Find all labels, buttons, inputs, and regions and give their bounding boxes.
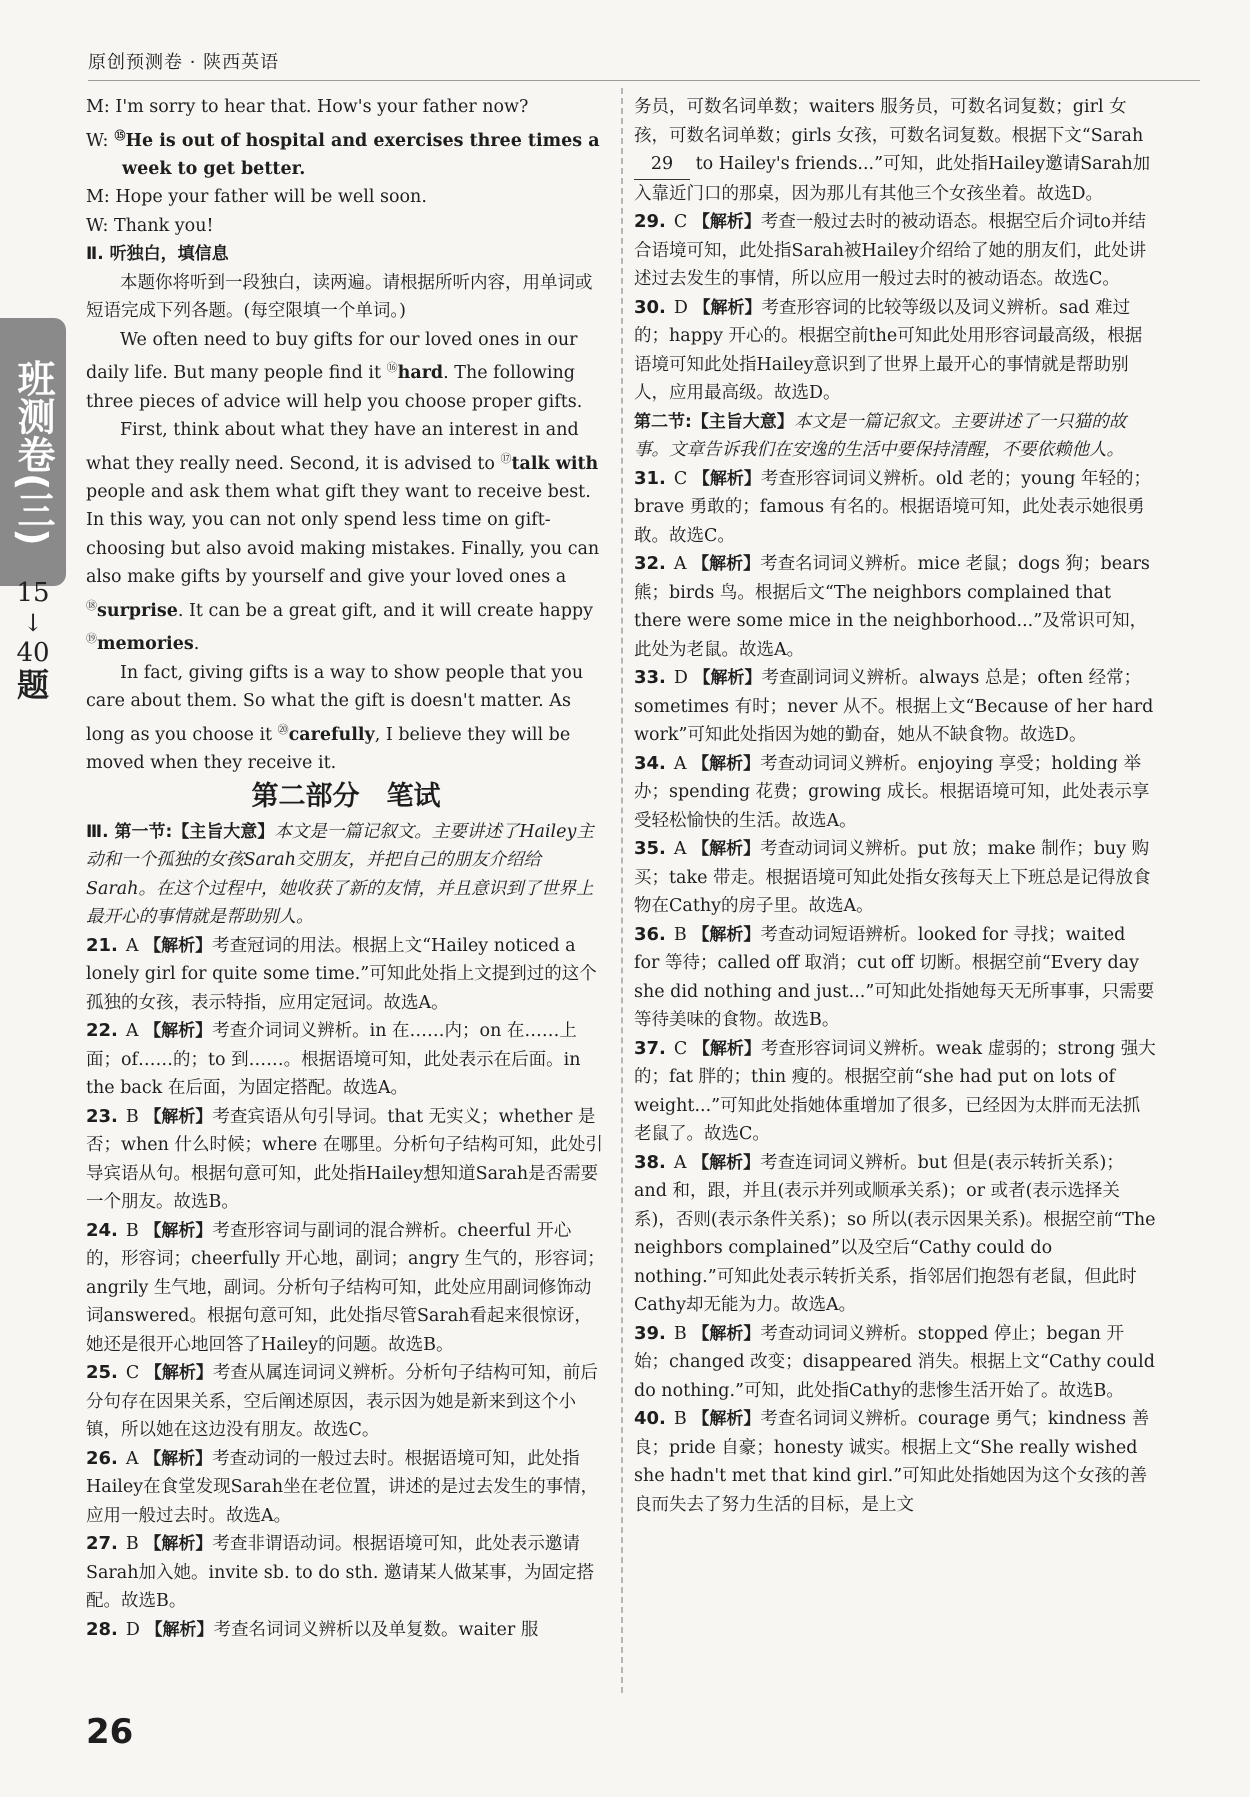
analysis-tag: 【解析】: [144, 1106, 213, 1127]
dialogue-line: M: I'm sorry to hear that. How's your father now?: [86, 97, 529, 117]
gist: 第二节:【主旨大意】本文是一篇记叙文。主要讲述了一只猫的故事。文章告诉我们在安逸的生活中要保持清醒，不要依赖他人。: [634, 411, 1127, 460]
page-number: 26: [86, 1712, 134, 1752]
analysis-tag: 【解析】: [692, 554, 761, 574]
header-rule: [88, 80, 1200, 81]
answer-number: 21.: [86, 934, 118, 956]
answer-item: [86, 1217, 606, 1360]
analysis-tag: 【解析】: [144, 1220, 213, 1241]
side-range: [0, 578, 66, 704]
answer-17: talk with: [511, 453, 599, 474]
answer-choice: B: [125, 1534, 139, 1555]
answer-text: 考查冠词的用法。根据上文“Hailey noticed a lonely girl for quite some time.”可知此处指上文提到过的这个孤独的女孩，表示特指，应用定冠词。故选A。: [86, 935, 597, 1013]
answer-text: 考查介词词义辨析。in 在……内；on 在……上面；of……的；to 到……。根据语境可知，此处表示在后面。in the back 在后面，为固定搭配。故选A。: [86, 1021, 581, 1099]
answer-number: 24.: [86, 1219, 118, 1241]
answer-number: 29.: [634, 211, 666, 232]
answer-19: memories: [97, 634, 194, 655]
analysis-tag: 【解析】: [692, 1152, 761, 1173]
answer-number: 33.: [634, 667, 666, 688]
page-header: 原创预测卷 · 陕西英语: [88, 52, 280, 73]
answer-choice: A: [125, 1021, 139, 1042]
analysis-tag: 【解析】: [692, 468, 761, 489]
answer-list: [634, 465, 1156, 1520]
answer-text: 考查名词词义辨析。mice 老鼠；dogs 狗；bears 熊；birds 鸟。根据后文“The neighbors complained that there were some mice in the neighborhood...”及常识可知，此处为老鼠。故选A。: [634, 554, 1150, 660]
answer-text: 考查形容词词义辨析。old 老的；young 年轻的；brave 勇敢的；famous 有名的。根据语境可知，此处表示她很勇敢。故选C。: [634, 468, 1151, 546]
left-column: [86, 93, 606, 1644]
answer-number: 27.: [86, 1533, 118, 1555]
answer-text: 考查宾语从句引导词。that 无实义；whether 是否；when 什么时候；where 在哪里。分析句子结构可知，此处引导宾语从句。根据句意可知，此处指Hailey想知道Sarah是否需要一个朋友。故选B。: [86, 1106, 603, 1213]
answer-item: [86, 1445, 606, 1531]
answer-choice: A: [673, 554, 687, 574]
answer-choice: A: [125, 935, 139, 956]
answer-item: [86, 1359, 606, 1445]
analysis-tag: 【解析】: [144, 1534, 213, 1555]
answer-text: 考查动词词义辨析。put 放；make 制作；buy 购买；take 带走。根据语境可知此处指女孩每天上下班总是记得放食物在Cathy的房子里。故选A。: [634, 839, 1151, 916]
dialogue-line: M: Hope your father will be well soon.: [86, 187, 427, 208]
part-title: 第二部分 笔试: [251, 781, 441, 813]
answer-text: 考查动词短语辨析。looked for 寻找；waited for 等待；called off 取消；cut off 切断。根据空前“Every day she did nothing and just...”可知此处指她每天无所事事，只需要等待美味的食物。故选B。: [634, 924, 1155, 1030]
section-heading: Ⅱ. 听独白，填信息: [86, 244, 229, 265]
analysis-tag: 【解析】: [144, 1021, 213, 1042]
answer-choice: D: [673, 668, 688, 688]
answer-item: [634, 1035, 1156, 1149]
answer-20: carefully: [288, 724, 375, 745]
answer-text: 考查非谓语动词。根据语境可知，此处表示邀请Sarah加入她。invite sb. to do sth. 邀请某人做某事，为固定搭配。故选B。: [86, 1534, 594, 1612]
analysis-tag: 【解析】: [693, 668, 762, 688]
analysis-tag: 【解析】: [692, 212, 761, 232]
range-to: 40: [16, 638, 50, 668]
answer-text: 考查动词词义辨析。stopped 停止；began 开始；changed 改变；disappeared 消失。根据上文“Cathy could do nothing.”可知，此处指Cathy的悲惨生活开始了。故选B。: [634, 1323, 1155, 1401]
answer-choice: D: [125, 1619, 140, 1640]
gist: Ⅲ. 第一节:【主旨大意】本文是一篇记叙文。主要讲述了Hailey主动和一个孤独的女孩Sarah交朋友，并把自己的朋友介绍给Sarah。在这个过程中，她收获了新的友情，并且意识到了世界上最开心的事情就是帮助别人。: [86, 821, 594, 928]
blank-29: 29: [634, 150, 690, 180]
answer-text: 考查从属连词词义辨析。分析句子结构可知，前后分句存在因果关系，空后阐述原因，表示因为她是新来到这个小镇，所以她在这边没有朋友。故选C。: [86, 1363, 598, 1441]
answer-number: 22.: [86, 1020, 118, 1042]
answer-item: [634, 750, 1156, 836]
answer-text: 考查形容词的比较等级以及词义辨析。sad 难过的；happy 开心的。根据空前the可知此处用形容词最高级，根据语境可知此处指Hailey意识到了世界上最开心的事情就是帮助别人，应用最高级。故选D。: [634, 297, 1143, 403]
answer-choice: B: [125, 1220, 139, 1241]
answer-item: [634, 550, 1156, 664]
answer-item: [634, 835, 1156, 921]
answer-choice: C: [125, 1363, 140, 1384]
monologue-paragraph: First, think about what they have an interest in and what they really need. Second, it is advised to ⑰talk with people and ask them what gift they want to receive best. In this way, you can not only spend less time on gift-choosing but also avoid making mistakes. Finally, you can also make gifts by yourself and give your loved ones a ⑱surprise. It can be a great gift, and it will create happy ⑲memories.: [86, 420, 600, 655]
analysis-tag: 【解析】: [692, 1409, 761, 1429]
column-divider: [621, 88, 623, 1693]
answer-list: [634, 208, 1156, 408]
answer-item: [634, 1320, 1156, 1406]
analysis-tag: 【解析】: [145, 1619, 214, 1640]
analysis-tag: 【解析】: [692, 839, 761, 859]
answer-number: 28.: [86, 1618, 118, 1640]
answer-number: 34.: [634, 752, 666, 774]
answer-item: [634, 294, 1156, 408]
analysis-tag: 【解析】: [144, 1448, 213, 1469]
answer-item: [634, 208, 1156, 294]
answer-number: 26.: [86, 1447, 118, 1469]
answer-number: 32.: [634, 553, 666, 574]
answer-text: 考查形容词词义辨析。weak 虚弱的；strong 强大的；fat 胖的；thin 瘦的。根据空前“she had put on lots of weight...”可知此处指她体重增加了很多，已经因为太胖而无法抓老鼠了。故选C。: [634, 1038, 1156, 1144]
answer-item: [86, 1103, 606, 1217]
answer-choice: A: [125, 1448, 139, 1469]
side-tab: 班测卷(三): [0, 318, 66, 586]
answer-item: [634, 921, 1156, 1035]
analysis-tag: 【解析】: [144, 1363, 213, 1384]
analysis-tag: 【解析】: [144, 935, 213, 956]
answer-choice: A: [673, 1152, 687, 1173]
answer-number: 25.: [86, 1362, 118, 1384]
answer-item: [86, 1616, 606, 1645]
answer-choice: B: [673, 1409, 687, 1429]
answer-choice: C: [673, 468, 688, 489]
answer-list: [86, 932, 606, 1645]
answer-choice: A: [673, 753, 687, 774]
answer-item: [634, 1405, 1156, 1519]
answer-choice: C: [673, 1038, 688, 1059]
answer-text: 考查动词词义辨析。enjoying 享受；holding 举办；spending 花费；growing 成长。根据语境可知，此处表示享受轻松愉快的生活。故选A。: [634, 753, 1150, 831]
range-from: 15: [16, 578, 50, 608]
answer-choice: B: [125, 1106, 139, 1127]
monologue-paragraph: We often need to buy gifts for our loved ones in our daily life. But many people find it ⑯hard. The following three pieces of advice will help you choose proper gifts.: [86, 329, 583, 412]
answer-text: 考查形容词与副词的混合辨析。cheerful 开心的，形容词；cheerfully 开心地，副词；angry 生气的，形容词；angrily 生气地，副词。分析句子结构可知，此处应用副词修饰动词answered。根据句意可知，此处指尽管Sarah看起来很惊讶，她还是很开心地回答了Hailey的问题。故选B。: [86, 1220, 605, 1355]
answer-text: 考查名词词义辨析以及单复数。waiter 服: [213, 1619, 539, 1640]
analysis-tag: 【解析】: [692, 924, 761, 945]
right-column: [634, 93, 1156, 1519]
answer-text: 考查动词的一般过去时。根据语境可知，此处指Hailey在食堂发现Sarah坐在老位置，讲述的是过去发生的事情，应用一般过去时。故选A。: [86, 1448, 599, 1526]
analysis-tag: 【解析】: [693, 297, 762, 318]
instruction: 本题你将听到一段独白，读两遍。请根据所听内容，用单词或短语完成下列各题。(每空限填一个单词。): [86, 272, 593, 322]
answer-choice: C: [673, 212, 688, 232]
answer-continuation: 务员，可数名词单数；waiters 服务员，可数名词复数；girl 女孩，可数名词单数；girls 女孩，可数名词复数。根据下文“Sarah 29 to Hailey's friends...”可知，此处指Hailey邀请Sarah加入靠近门口的那桌，因为那儿有其他三个女孩坐着。故选D。: [634, 97, 1151, 204]
answer-text: 考查一般过去时的被动语态。根据空后介词to并结合语境可知，此处指Sarah被Hailey介绍给了她的朋友们，此处讲述过去发生的事情，所以应用一般过去时的被动语态。故选C。: [634, 212, 1147, 289]
answer-text: 考查连词词义辨析。but 但是(表示转折关系)；and 和，跟，并且(表示并列或顺承关系)；or 或者(表示选择关系)，否则(表示条件关系)；so 所以(表示因果关系)。根据空前“The neighbors complained”以及空后“Cathy could do nothing.”可知此处表示转折关系，指邻居们抱怨有老鼠，但此时Cathy却无能为力。故选A。: [634, 1152, 1156, 1315]
down-arrow-icon: ↓: [22, 609, 44, 637]
answer-item: [86, 932, 606, 1018]
range-suffix: 题: [16, 666, 49, 704]
analysis-tag: 【解析】: [692, 1038, 761, 1059]
answer-text: 考查名词词义辨析。courage 勇气；kindness 善良；pride 自豪；honesty 诚实。根据上文“She really wished she hadn't met that kind girl.”可知此处指她因为这个女孩的善良而失去了努力生活的目标，是上文: [634, 1409, 1150, 1515]
answer-choice: B: [673, 924, 687, 945]
answer-number: 35.: [634, 838, 666, 859]
answer-item: [634, 465, 1156, 551]
answer-number: 31.: [634, 467, 666, 489]
analysis-tag: 【解析】: [692, 1323, 761, 1344]
answer-choice: A: [673, 839, 687, 859]
answer-item: [634, 1149, 1156, 1320]
answer-18: surprise: [97, 600, 178, 621]
answer-item: [86, 1017, 606, 1103]
answer-16: hard: [397, 363, 444, 384]
analysis-tag: 【解析】: [692, 753, 761, 774]
dialogue-line: W: ⑮He is out of hospital and exercises three times a week to get better.: [86, 128, 600, 179]
answer-item: [634, 664, 1156, 750]
answer-number: 36.: [634, 923, 666, 945]
answer-number: 37.: [634, 1037, 666, 1059]
answer-number: 30.: [634, 296, 666, 318]
answer-number: 38.: [634, 1151, 666, 1173]
answer-choice: B: [673, 1323, 687, 1344]
answer-number: 23.: [86, 1105, 118, 1127]
answer-choice: D: [673, 297, 688, 318]
answer-item: [86, 1530, 606, 1616]
answer-text: 考查副词词义辨析。always 总是；often 经常；sometimes 有时；never 从不。根据上文“Because of her hard work”可知此处指因为她的勤奋，她从不缺食物。故选D。: [634, 668, 1154, 745]
answer-number: 39.: [634, 1322, 666, 1344]
answer-number: 40.: [634, 1408, 666, 1429]
monologue-paragraph: In fact, giving gifts is a way to show people that you care about them. So what the gift is doesn't matter. As long as you choose it ⑳carefully, I believe they will be moved when they receive it.: [86, 662, 584, 773]
dialogue-line: W: Thank you!: [86, 215, 214, 236]
